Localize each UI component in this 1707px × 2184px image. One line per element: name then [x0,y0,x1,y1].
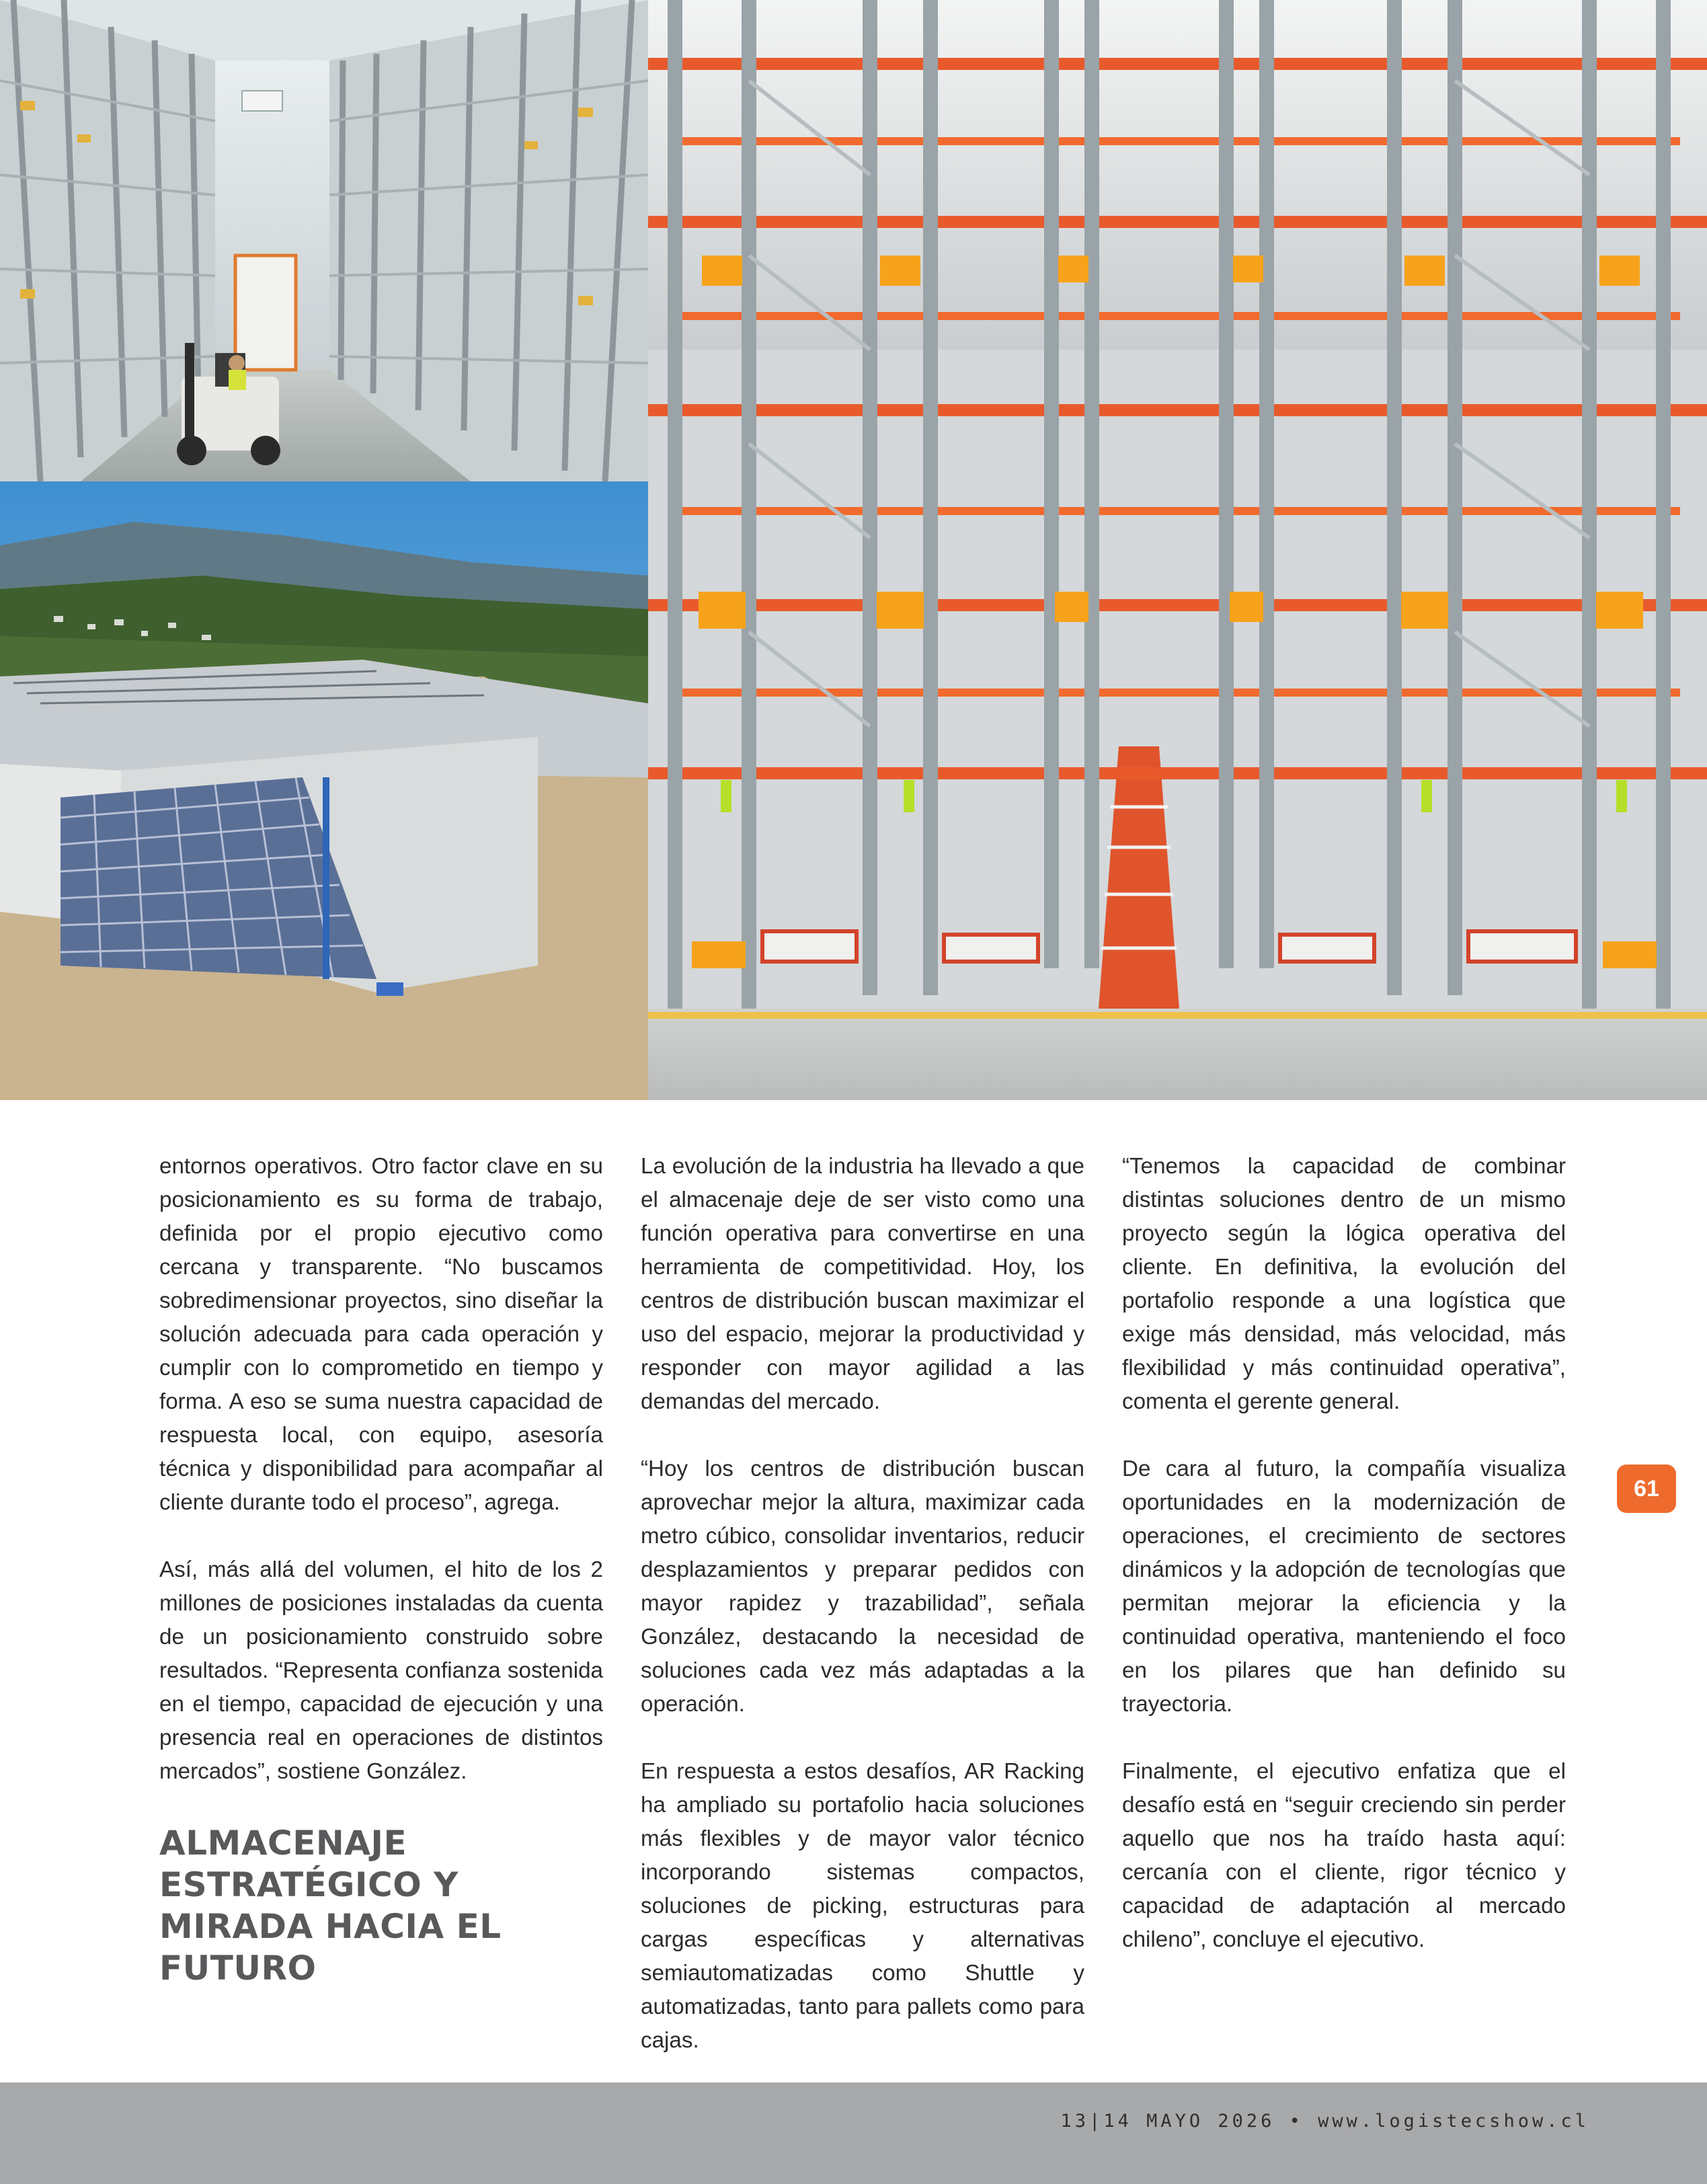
paragraph: En respuesta a estos desafíos, AR Racking ha ampliado su portafolio hacia soluciones más flexibles y de mayor valor técnico incorporando sistemas compactos, soluciones de picking, estructuras para cargas específicas y alternativas semiautomatizadas como Shuttle y automatizadas, tanto para pallets como para cajas. [641,1759,1084,2053]
photo-shuttle-racking [648,0,1707,1100]
footer-event-info: 13|14 MAYO 2026 • www.logistecshow.cl [1060,2111,1589,2132]
paragraph: Así, más allá del volumen, el hito de los 2 millones de posiciones instaladas da cuenta de un posicionamiento construido sobre resultados. “Representa confianza sostenida en el tiempo, capacidad de ejecución y una presencia real en operaciones de distintos mercados”, sostiene González. [159,1557,603,1784]
paragraph: Finalmente, el ejecutivo enfatiza que el desafío está en “seguir creciendo sin perder aquello que nos ha traído hasta aquí: cercanía con el cliente, rigor técnico y capacidad de adaptación al mercado chileno”, concluye el ejecutivo. [1122,1759,1566,1952]
paragraph: “Tenemos la capacidad de combinar distintas soluciones dentro de un mismo proyecto según la lógica operativa del cliente. En definitiva, la evolución del portafolio responde a una logística que exige más densidad, más velocidad, más flexibilidad y más continuidad operativa”, comenta el gerente general. [1122,1154,1566,1414]
section-heading: ALMACENAJE ESTRATÉGICO Y MIRADA HACIA EL FUTURO [159,1824,502,1988]
paragraph: La evolución de la industria ha llevado a que el almacenaje deje de ser visto como una función operativa para convertirse en una herramienta de competitividad. Hoy, los centros de distribución buscan maximizar el uso del espacio, mejorar la productividad y responder con mayor agilidad a las demandas del mercado. [641,1154,1084,1414]
paragraph: De cara al futuro, la compañía visualiza oportunidades en la modernización de operaciones, el crecimiento de sectores dinámicos y la adopción de tecnologías que permitan mejorar la eficiencia y la continuidad operativa, manteniendo el foco en los pilares que han definido su trayectoria. [1122,1456,1566,1717]
article-column-1 [159,1150,603,1989]
photo-freezer-warehouse [0,0,648,481]
page-number-badge: 61 [1617,1465,1676,1513]
article-column-3 [1122,1150,1566,1990]
paragraph: entornos operativos. Otro factor clave en su posicionamiento es su forma de trabajo, definida por el propio ejecutivo como cercana y transparente. “No buscamos sobredimensionar proyectos, sino diseñar la solución adecuada para cada operación y cumplir con lo comprometido en tiempo y forma. A eso se suma nuestra capacidad de respuesta local, con equipo, asesoría técnica y disponibilidad para acompañar al cliente durante todo el proceso”, agrega. [159,1154,603,1515]
paragraph: “Hoy los centros de distribución buscan aprovechar mejor la altura, maximizar cada metro cúbico, consolidar inventarios, reducir desplazamientos y preparar pedidos con mayor rapidez y trazabilidad”, señala González, destacando la necesidad de soluciones cada vez más adaptadas a la operación. [641,1456,1084,1717]
photo-aerial-warehouse [0,481,648,1100]
article-column-2 [641,1150,1084,2091]
page-footer [0,2082,1707,2184]
